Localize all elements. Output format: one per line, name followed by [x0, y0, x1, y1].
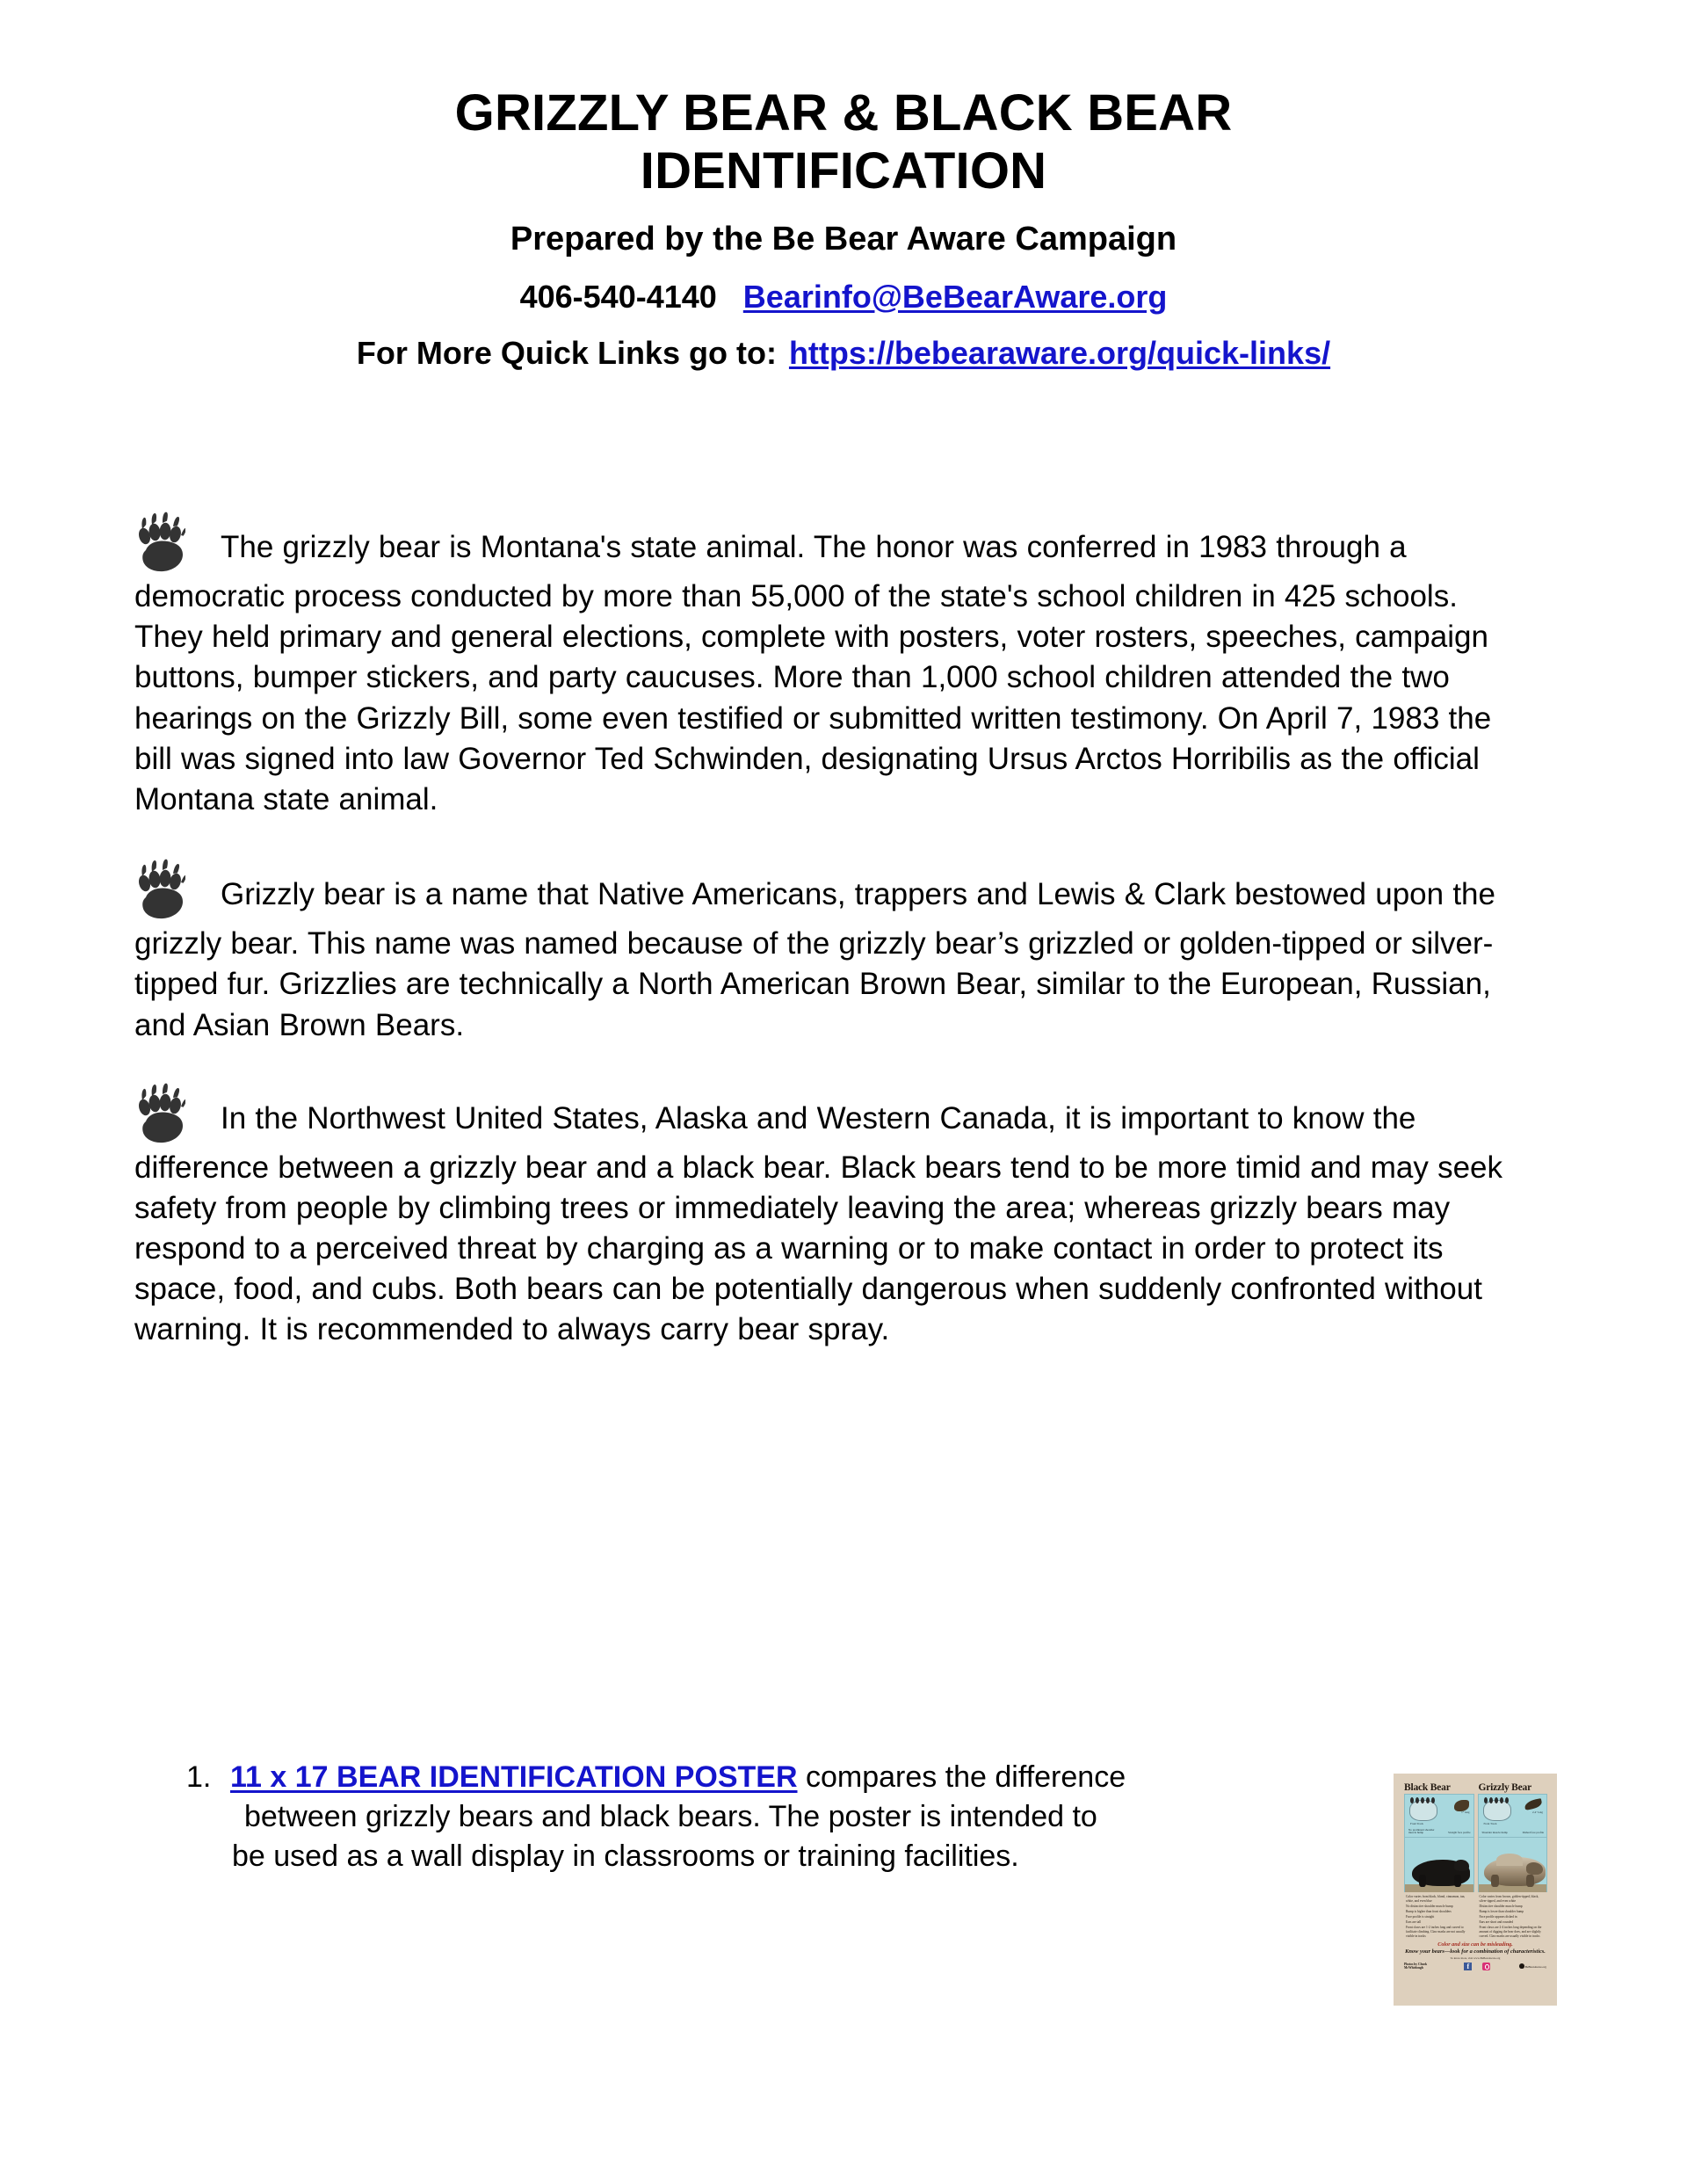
bear-identification-poster-thumbnail[interactable]	[1394, 1774, 1557, 2006]
label-black-hump: No prominent shoulder muscle hump	[1408, 1827, 1435, 1835]
list-line-3: be used as a wall display in classrooms or training facilities.	[232, 1839, 1019, 1874]
bullet: Distinctive shoulder muscle hump	[1479, 1904, 1523, 1908]
document-subtitle: Prepared by the Be Bear Aware Campaign	[510, 221, 1177, 258]
numbered-list	[186, 1758, 1355, 1877]
grizzly-bear-toes-icon	[1484, 1797, 1510, 1804]
list-item	[186, 1758, 1355, 1877]
bullet: Front claws are 2-4 inches long depending on the amount of digging the bear does, and are slightly curved. Claw marks are usually visible in tracks	[1479, 1926, 1542, 1938]
bullet: No distinctive shoulder muscle hump	[1406, 1904, 1453, 1908]
bullet: Rump is higher than front shoulders	[1406, 1909, 1452, 1913]
facebook-icon[interactable]: f	[1464, 1963, 1472, 1970]
bullet: Rump is lower than shoulder hump	[1479, 1909, 1524, 1913]
grizzly-bear-track-card	[1478, 1794, 1548, 1838]
instagram-icon[interactable]	[1482, 1963, 1490, 1970]
list-line-2: between grizzly bears and black bears. The poster is intended to	[244, 1800, 1097, 1834]
label-front-track: Front Track	[1410, 1822, 1423, 1826]
paragraph-1-text: The grizzly bear is Montana's state animal. The honor was conferred in 1983 through a democratic process conducted by more than 55,000 of the state's school children in 425 schools. They held primary and general elections, complete with posters, voter rosters, speeches, campaign buttons, bumper stickers, and party caucuses. More than 1,000 school children attended the two hearings on the Grizzly Bill, some even testified or submitted written testimony. On April 7, 1983 the bill was signed into law Governor Ted Schwinden, designating Ursus Arctos Horribilis as the official Montana state animal.	[134, 530, 1492, 816]
phone-number: 406-540-4140	[519, 278, 717, 315]
grizzly-bear-claw-icon	[1524, 1798, 1543, 1810]
paragraph-3-text: In the Northwest United States, Alaska and Western Canada, it is important to know the difference between a grizzly bear and a black bear. Black bears tend to be more timid and may seek safety from people by climbing trees or immediately leaving the area; whereas grizzly bears may respond to a perceived threat by charging as a warning or to make contact in order to protect its space, food, and cubs. Both bears can be potentially dangerous when suddenly confronted without warning. It is recommended to always carry bear spray.	[134, 1100, 1502, 1347]
bear-identification-poster-link[interactable]: 11 x 17 BEAR IDENTIFICATION POSTER	[230, 1760, 798, 1794]
bear-paw-icon	[134, 512, 185, 577]
poster-column-grizzly-bear	[1478, 1794, 1548, 1940]
email-link[interactable]: Bearinfo@BeBearAware.org	[742, 278, 1168, 315]
bullet: Ears are tall	[1406, 1919, 1422, 1924]
label-grizzly-hump: Shoulder muscle hump	[1481, 1831, 1508, 1835]
poster-heading-black-bear: Black Bear	[1404, 1782, 1451, 1793]
bear-paw-icon	[1519, 1963, 1524, 1969]
list-item-number: 1.	[186, 1760, 212, 1794]
shoulder-hump	[1496, 1854, 1523, 1866]
paragraph-1	[134, 512, 1523, 820]
grizzly-bear-bullets	[1478, 1892, 1548, 1939]
list-item-text	[230, 1758, 1355, 1877]
poster-footer-note: To know more, visit www.BeBearAware.org	[1450, 1955, 1501, 1960]
bullet: Ears are short and rounded	[1479, 1919, 1514, 1924]
bullet: Color varies from brown, golden-tipped, black, silver-tipped, and even white	[1479, 1895, 1539, 1903]
black-bear-bullets	[1404, 1892, 1474, 1939]
poster-headings	[1399, 1779, 1552, 1793]
poster-footer-tagline: Know your bears—look for a combination of characteristics.	[1405, 1948, 1546, 1955]
title-line-2: IDENTIFICATION	[640, 141, 1047, 200]
quick-links-url[interactable]: https://bebearaware.org/quick-links/	[788, 335, 1331, 372]
bullet: Face profile is straight	[1406, 1914, 1435, 1919]
paragraph-2	[134, 859, 1523, 1046]
poster-column-black-bear	[1404, 1794, 1474, 1940]
bear-paw-icon	[134, 859, 185, 924]
bullet: Face profile appears dished in	[1479, 1914, 1517, 1919]
title-line-1: GRIZZLY BEAR & BLACK BEAR	[454, 84, 1233, 141]
paragraph-2-text: Grizzly bear is a name that Native Americans, trappers and Lewis & Clark bestowed upon the grizzly bear. This name was named because of the grizzly bear’s grizzled or golden-tipped or silver-tipped fur. Grizzlies are technically a North American Brown Bear, similar to the European, Russian, and Asian Brown Bears.	[134, 877, 1495, 1042]
bullet: Front claws are 1-2 inches long and curved to facilitate climbing. Claw marks are not usually visible in tracks	[1406, 1926, 1466, 1938]
label-black-claw-length: 1" long	[1461, 1810, 1470, 1814]
black-bear-toes-icon	[1410, 1797, 1436, 1804]
quick-links-line	[0, 333, 1687, 374]
quick-links-label: For More Quick Links go to:	[356, 335, 777, 372]
label-grizzly-claw-length: 2-4" long	[1531, 1810, 1543, 1814]
document-body	[134, 512, 1523, 1351]
grizzly-bear-photo	[1478, 1838, 1548, 1892]
poster-photo-credit: Photos by Chuck McWhirlough	[1404, 1962, 1428, 1970]
bullet: Color varies from black, blond, cinnamon, tan, white, and even blue	[1406, 1895, 1466, 1903]
poster-social-row	[1399, 1960, 1552, 1970]
poster-inner	[1399, 1779, 1552, 2002]
poster-website-text: BeBearAware.org	[1524, 1965, 1546, 1970]
poster-footer-warning: Color and size can be misleading.	[1437, 1941, 1513, 1948]
poster-heading-grizzly-bear: Grizzly Bear	[1478, 1782, 1532, 1793]
document-header	[0, 84, 1687, 374]
bear-head	[1526, 1862, 1543, 1875]
bear-leg	[1454, 1875, 1461, 1887]
black-bear-track-card	[1404, 1794, 1474, 1838]
bear-leg	[1419, 1875, 1426, 1887]
black-bear-photo	[1404, 1838, 1474, 1892]
list-line-1-rest: compares the difference	[797, 1760, 1126, 1794]
bear-leg	[1491, 1875, 1499, 1887]
poster-footer	[1399, 1940, 1552, 1960]
poster-columns	[1399, 1793, 1552, 1940]
label-black-profile: Straight face profile	[1448, 1831, 1471, 1835]
paragraph-3	[134, 1083, 1523, 1351]
label-front-track: Front Track	[1483, 1822, 1497, 1826]
bear-paw-icon	[134, 1083, 185, 1148]
poster-website	[1519, 1963, 1546, 1969]
bear-head	[1454, 1860, 1469, 1871]
contact-line	[0, 277, 1687, 318]
label-grizzly-profile: Dished face profile	[1522, 1831, 1544, 1835]
page-title	[325, 84, 1362, 200]
bear-leg	[1526, 1875, 1534, 1887]
poster-social-icons	[1464, 1963, 1490, 1970]
